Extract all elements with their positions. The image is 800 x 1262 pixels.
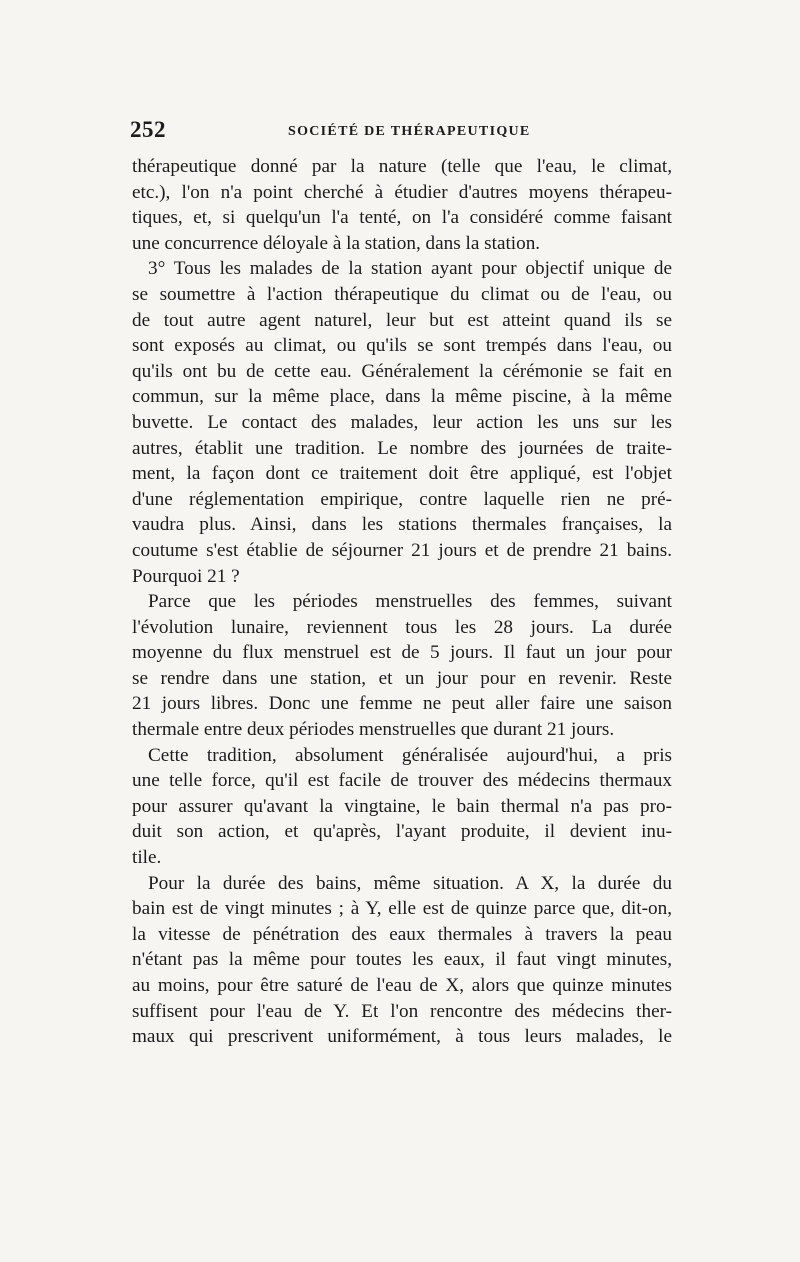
text-line: autres, établit une tradition. Le nombre des journées de traite- [132,437,672,459]
text-line: sont exposés au climat, ou qu'ils se sont trempés dans l'eau, ou [132,335,672,357]
text-line: tile. [132,847,162,869]
running-head: SOCIÉTÉ DE THÉRAPEUTIQUE [288,124,531,139]
paragraph [132,256,672,589]
text-line: buvette. Le contact des malades, leur action les uns sur les [132,411,672,433]
paragraph [132,871,672,1050]
text-line: de tout autre agent naturel, leur but est atteint quand ils se [132,309,672,331]
text-line: Pourquoi 21 ? [132,565,240,587]
text-line: n'étant pas la même pour toutes les eaux, il faut vingt minutes, [132,949,672,971]
body-text [132,154,672,1050]
page-header [130,117,670,147]
text-line: maux qui prescrivent uniformément, à tous leurs malades, le [132,1026,672,1048]
text-line: moyenne du flux menstruel est de 5 jours. Il faut un jour pour [132,642,672,664]
text-line: coutume s'est établie de séjourner 21 jours et de prendre 21 bains. [132,539,672,561]
text-line: vaudra plus. Ainsi, dans les stations thermales françaises, la [132,514,672,536]
text-line: pour assurer qu'avant la vingtaine, le bain thermal n'a pas pro- [132,795,672,817]
text-line: une telle force, qu'il est facile de trouver des médecins thermaux [132,770,672,792]
text-line: Cette tradition, absolument généralisée aujourd'hui, a pris [148,744,672,766]
text-line: se soumettre à l'action thérapeutique du climat ou de l'eau, ou [132,283,672,305]
text-line: thérapeutique donné par la nature (telle que l'eau, le climat, [132,156,672,177]
paragraph [132,589,672,743]
text-line: la vitesse de pénétration des eaux thermales à travers la peau [132,923,672,945]
text-line: l'évolution lunaire, reviennent tous les 28 jours. La durée [132,616,672,638]
text-line: d'une réglementation empirique, contre laquelle rien ne pré- [132,488,672,510]
text-line: au moins, pour être saturé de l'eau de X, alors que quinze minutes [132,975,672,996]
text-line: bain est de vingt minutes ; à Y, elle est de quinze parce que, dit-on, [132,898,672,920]
text-line: commun, sur la même place, dans la même piscine, à la même [132,386,672,408]
text-line: Pour la durée des bains, même situation. A X, la durée du [148,872,672,894]
text-line: Parce que les périodes menstruelles des femmes, suivant [148,591,672,613]
text-line: ment, la façon dont ce traitement doit être appliqué, est l'objet [132,463,672,485]
paragraph [132,743,672,871]
paragraph [132,154,672,256]
text-line: tiques, et, si quelqu'un l'a tenté, on l'a considéré comme faisant [132,207,672,229]
text-line: thermale entre deux périodes menstruelles que durant 21 jours. [132,719,615,741]
text-line: qu'ils ont bu de cette eau. Généralement la cérémonie se fait en [132,360,672,382]
page-number: 252 [130,117,166,142]
text-line: suffisent pour l'eau de Y. Et l'on rencontre des médecins ther- [132,1000,672,1022]
text-line: duit son action, et qu'après, l'ayant produite, il devient inu- [132,821,672,843]
text-line: une concurrence déloyale à la station, dans la station. [132,232,541,254]
text-line: etc.), l'on n'a point cherché à étudier d'autres moyens thérapeu- [132,181,672,203]
text-line: 21 jours libres. Donc une femme ne peut aller faire une saison [132,693,672,715]
text-line: se rendre dans une station, et un jour pour en revenir. Reste [132,667,672,689]
text-line: 3° Tous les malades de la station ayant pour objectif unique de [148,258,672,280]
